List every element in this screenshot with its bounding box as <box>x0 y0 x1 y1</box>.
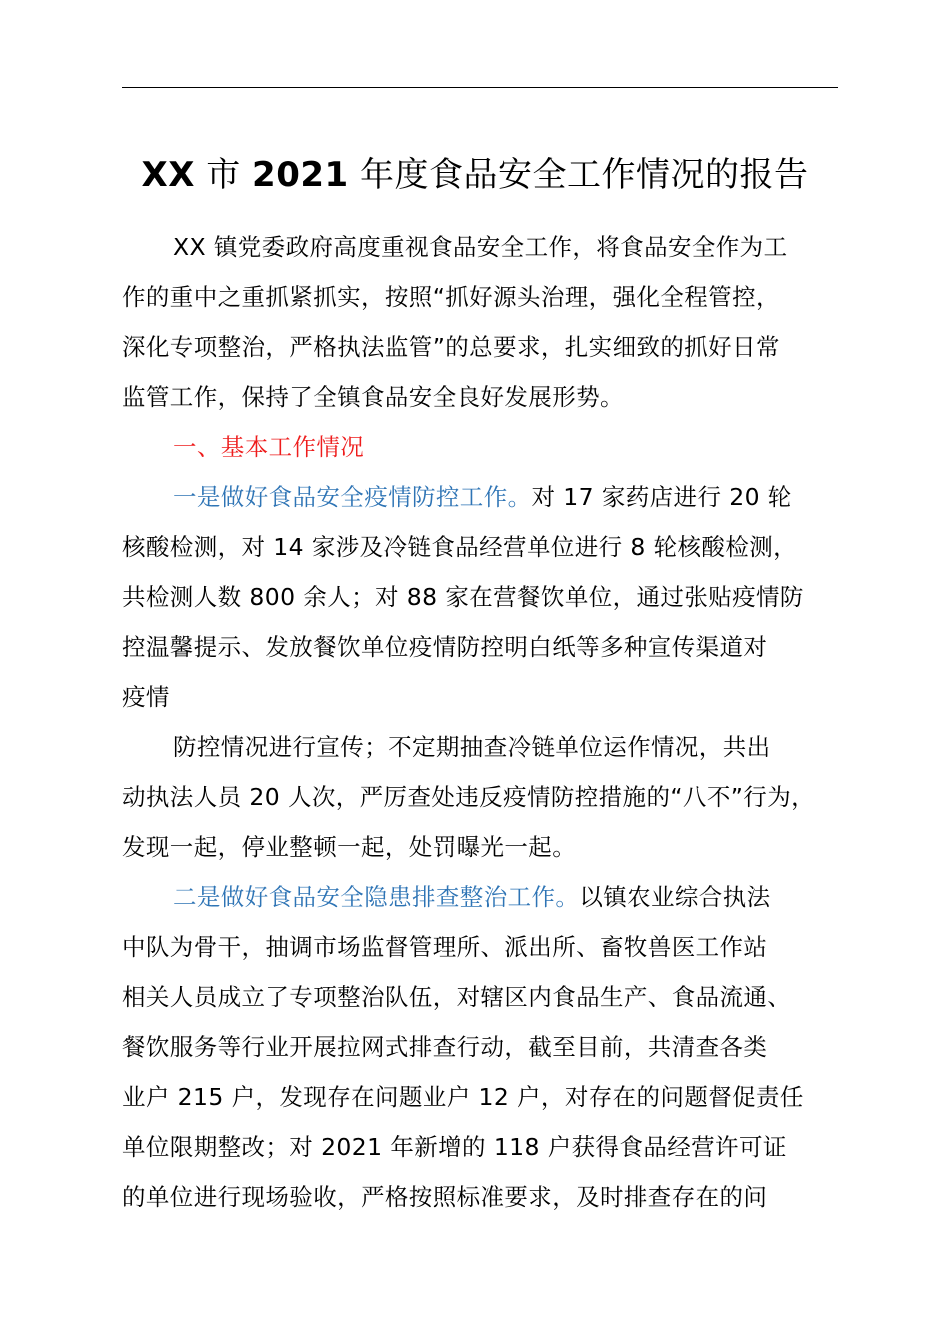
item2-line: 餐饮服务等行业开展拉网式排查行动，截至目前，共清查各类 <box>122 1033 768 1061</box>
item2-line: 相关人员成立了专项整治队伍，对辖区内食品生产、食品流通、 <box>122 983 792 1011</box>
item2-first-line <box>173 877 771 917</box>
title-xx: XX <box>141 155 195 195</box>
document-title <box>0 150 950 200</box>
intro-line: 监管工作，保持了全镇食品安全良好发展形势。 <box>122 383 624 411</box>
item1-line: 共检测人数 800 余人；对 88 家在营餐饮单位，通过张贴疫情防 <box>122 583 804 611</box>
item2-first-rest: 以镇农业综合执法 <box>579 883 771 911</box>
item2-line: 的单位进行现场验收，严格按照标准要求，及时排查存在的问 <box>122 1183 768 1211</box>
item1-line: 疫情 <box>122 683 170 711</box>
title-year: 2021 <box>252 155 349 195</box>
item1-first-rest: 对 17 家药店进行 20 轮 <box>531 483 792 511</box>
title-city: 市 <box>206 155 241 195</box>
para2-line: 发现一起，停业整顿一起，处罚曝光一起。 <box>122 833 577 861</box>
para2-line: 防控情况进行宣传；不定期抽查冷链单位运作情况，共出 <box>173 733 771 761</box>
item2-lead: 二是做好食品安全隐患排查整治工作。 <box>173 883 580 911</box>
item1-lead: 一是做好食品安全疫情防控工作。 <box>173 483 532 511</box>
intro-line: 作的重中之重抓紧抓实，按照“抓好源头治理，强化全程管控， <box>122 283 780 311</box>
title-rest: 年度食品安全工作情况的报告 <box>360 155 809 195</box>
item2-line: 单位限期整改；对 2021 年新增的 118 户获得食品经营许可证 <box>122 1133 787 1161</box>
item1-line: 核酸检测，对 14 家涉及冷链食品经营单位进行 8 轮核酸检测， <box>122 533 798 561</box>
para2-line: 动执法人员 20 人次，严厉查处违反疫情防控措施的“八不”行为， <box>122 783 815 811</box>
intro-line: XX 镇党委政府高度重视食品安全工作，将食品安全作为工 <box>173 233 788 261</box>
item1-line: 控温馨提示、发放餐饮单位疫情防控明白纸等多种宣传渠道对 <box>122 633 768 661</box>
section-heading: 一、基本工作情况 <box>173 433 365 461</box>
item2-line: 中队为骨干，抽调市场监督管理所、派出所、畜牧兽医工作站 <box>122 933 768 961</box>
item1-first-line <box>173 477 792 517</box>
header-rule <box>122 87 838 88</box>
intro-line: 深化专项整治，严格执法监管”的总要求，扎实细致的抓好日常 <box>122 333 780 361</box>
item2-line: 业户 215 户，发现存在问题业户 12 户，对存在的问题督促责任 <box>122 1083 804 1111</box>
